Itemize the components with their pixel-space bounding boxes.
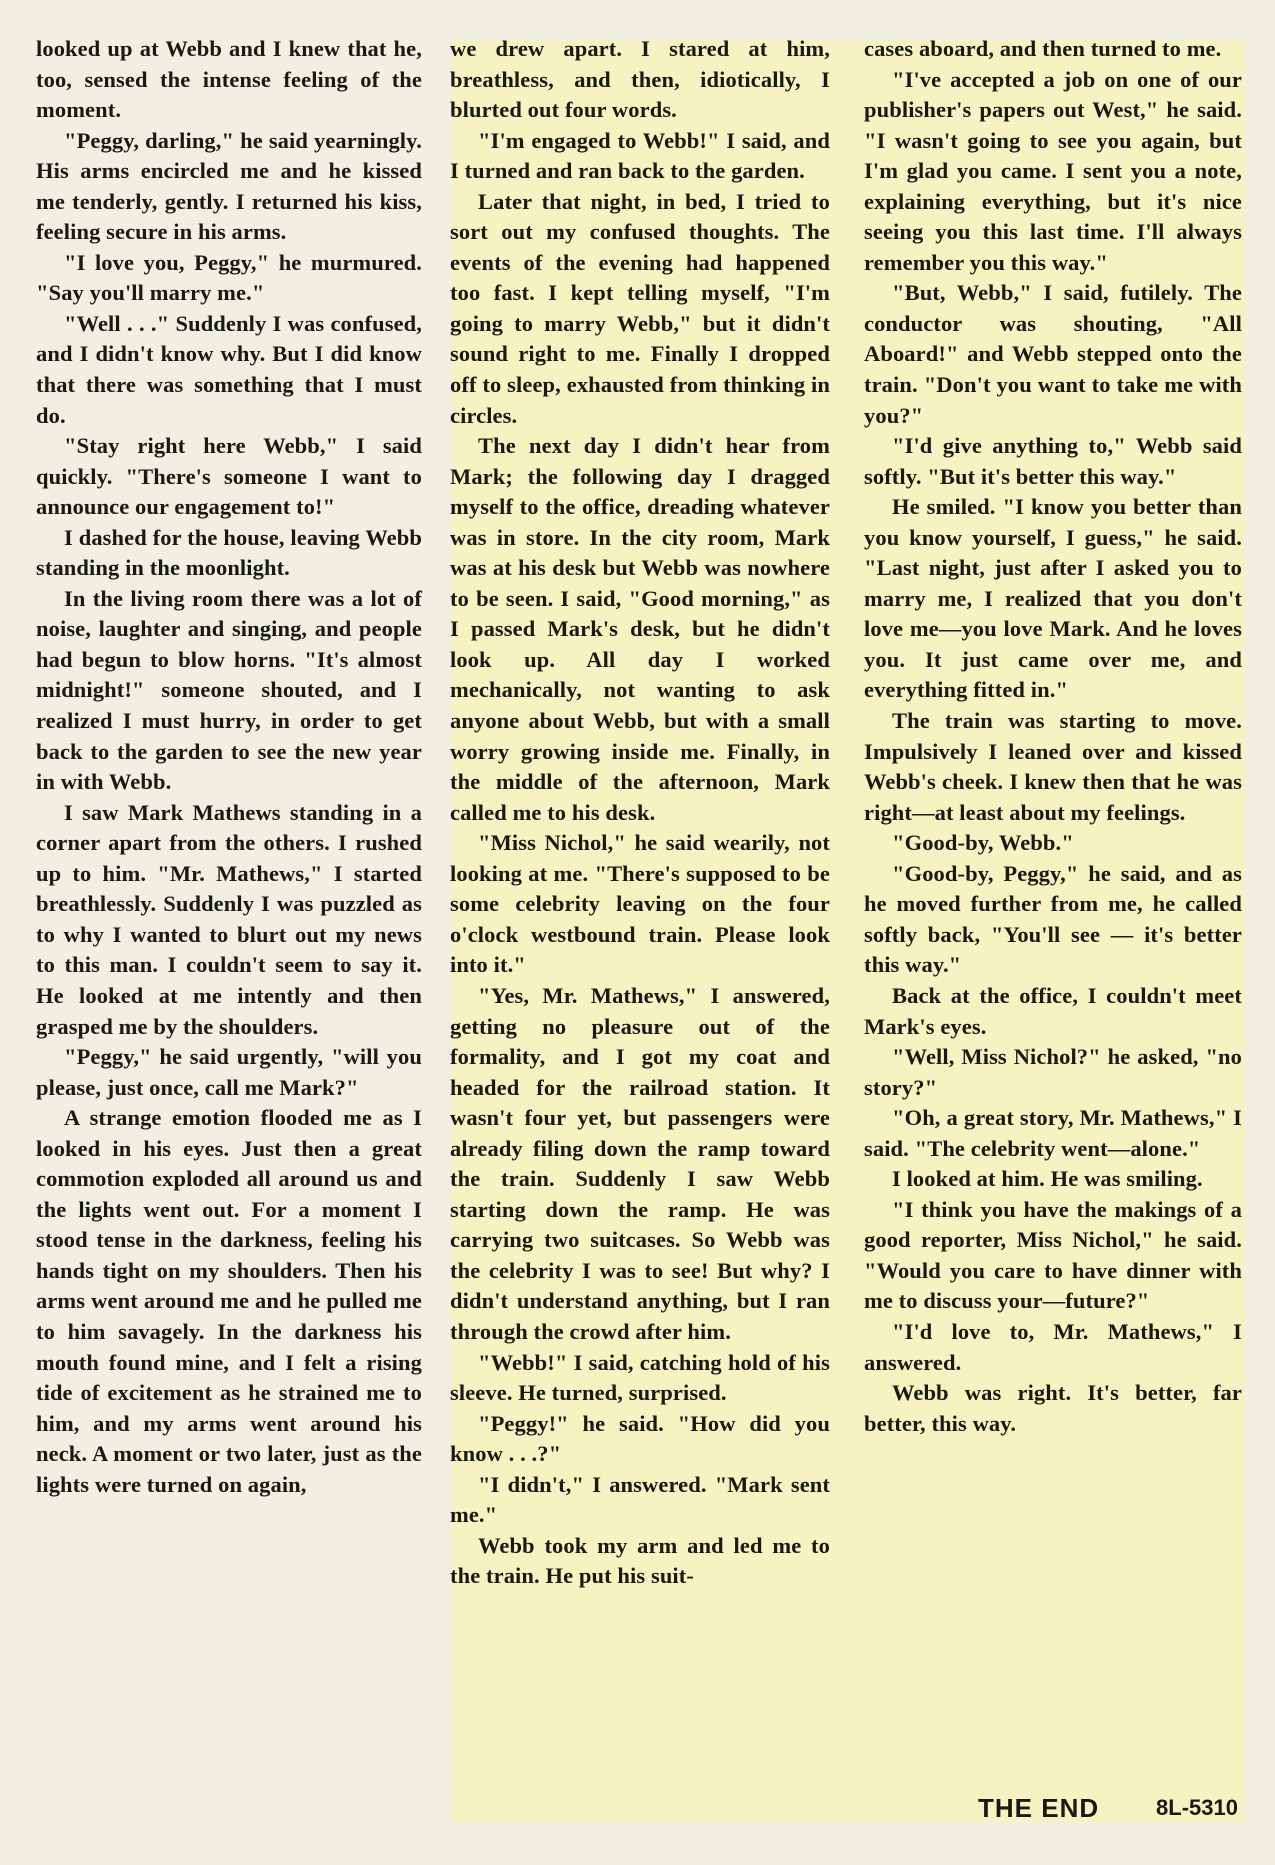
paragraph: Webb was right. It's better, far better, this way. [864, 1380, 1242, 1436]
story-column-1 [36, 34, 422, 1500]
paragraph: A strange emotion flooded me as I looked in his eyes. Just then a great commotion exploded all around us and the lights went out. For a moment I stood tense in the darkness, feeling his hands tight on my shoulders. Then his arms went around me and he pulled me to him savagely. In the darkness his mouth found mine, and I felt a rising tide of excitement as he strained me to him, and my arms went around his neck. A moment or two later, just as the lights were turned on again, [36, 1105, 422, 1497]
paragraph: "I've accepted a job on one of our publisher's papers out West," he said. "I wasn't going to see you again, but I'm glad you came. I sent you a note, explaining everything, but it's nice seeing you this last time. I'll always remember you this way." [864, 66, 1242, 275]
paragraph: Webb took my arm and led me to the train. He put his suit- [450, 1532, 830, 1589]
paragraph: The train was starting to move. Impulsively I leaned over and kissed Webb's cheek. I knew then that he was right—at least about my feelings. [864, 708, 1242, 825]
paragraph: "Good-by, Webb." [892, 830, 1074, 856]
paragraph: cases aboard, and then turned to me. [864, 36, 1222, 61]
paragraph: The next day I didn't hear from Mark; the following day I dragged myself to the office, dreading whatever was in store. In the city room, Mark was at his desk but Webb was nowhere to be seen. I said, "Good morning," as I passed Mark's desk, but he didn't look up. All day I worked mechanically, not wanting to ask anyone about Webb, but with a small worry growing inside me. Finally, in the middle of the afternoon, Mark called me to his desk. [450, 433, 830, 825]
paragraph: "But, Webb," I said, futilely. The conductor was shouting, "All Aboard!" and Webb stepped onto the train. "Don't you want to take me with you?" [864, 280, 1242, 428]
story-column-3 [864, 34, 1242, 1439]
paragraph: "Peggy," he said urgently, "will you please, just once, call me Mark?" [36, 1044, 422, 1100]
paragraph: I saw Mark Mathews standing in a corner apart from the others. I rushed up to him. "Mr. Mathews," I started breathlessly. Suddenly I was puzzled as to why I wanted to blurt out my news to this man. I couldn't seem to say it. He looked at me intently and then grasped me by the shoulders. [36, 799, 422, 1039]
paragraph: "Oh, a great story, Mr. Mathews," I said. "The celebrity went—alone." [864, 1105, 1242, 1161]
paragraph: In the living room there was a lot of noise, laughter and singing, and people had begun to blow horns. "It's almost midnight!" someone shouted, and I realized I must hurry, in order to get back to the garden to see the new year in with Webb. [36, 585, 422, 795]
paragraph: "Webb!" I said, catching hold of his sleeve. He turned, surprised. [450, 1349, 830, 1406]
paragraph: "I'm engaged to Webb!" I said, and I turned and ran back to the garden. [450, 127, 830, 184]
paragraph: "Well . . ." Suddenly I was confused, and I didn't know why. But I did know that there was something that I must do. [36, 310, 422, 428]
paragraph: we drew apart. I stared at him, breathless, and then, idiotically, I blurted out four words. [450, 36, 830, 123]
page-code: 8L-5310 [1156, 1795, 1238, 1820]
paragraph: "I didn't," I answered. "Mark sent me." [450, 1471, 830, 1528]
end-line [978, 1788, 1240, 1828]
paragraph: "I'd give anything to," Webb said softly. "But it's better this way." [864, 433, 1242, 489]
paragraph: He smiled. "I know you better than you know yourself, I guess," he said. "Last night, just after I asked you to marry me, I realized that you don't love me—you love Mark. And he loves you. It just came over me, and everything fitted in." [864, 494, 1242, 703]
paragraph: "I'd love to, Mr. Mathews," I answered. [864, 1318, 1242, 1375]
paragraph: "Miss Nichol," he said wearily, not looking at me. "There's supposed to be some celebrity leaving on the four o'clock westbound train. Please look into it." [450, 830, 830, 978]
paragraph: Back at the office, I couldn't meet Mark's eyes. [864, 982, 1242, 1039]
the-end-label: THE END [978, 1793, 1100, 1823]
story-column-2 [450, 34, 830, 1592]
paragraph: "Yes, Mr. Mathews," I answered, getting no pleasure out of the formality, and I got my coat and headed for the railroad station. It wasn't four yet, but passengers were already filing down the ramp toward the train. Suddenly I saw Webb starting down the ramp. He was carrying two suitcases. So Webb was the celebrity I was to see! But why? I didn't understand anything, but I ran through the crowd after him. [450, 982, 830, 1344]
paragraph: "Well, Miss Nichol?" he asked, "no story?" [864, 1044, 1242, 1100]
paragraph: "Good-by, Peggy," he said, and as he moved further from me, he called softly back, "You'll see — it's better this way." [864, 860, 1242, 978]
paragraph: I looked at him. He was smiling. [892, 1166, 1203, 1192]
paragraph: "I love you, Peggy," he murmured. "Say you'll marry me." [36, 249, 422, 306]
paragraph: I dashed for the house, leaving Webb standing in the moonlight. [36, 524, 422, 581]
paragraph: looked up at Webb and I knew that he, too, sensed the intense feeling of the moment. [36, 36, 422, 123]
paragraph: Later that night, in bed, I tried to sort out my confused thoughts. The events of the evening had happened too fast. I kept telling myself, "I'm going to marry Webb," but it didn't sound right to me. Finally I dropped off to sleep, exhausted from thinking in circles. [450, 188, 830, 428]
paragraph: "Peggy!" he said. "How did you know . . .?" [450, 1410, 830, 1467]
paragraph: "I think you have the makings of a good reporter, Miss Nichol," he said. "Would you care to have dinner with me to discuss your—future?" [864, 1196, 1242, 1314]
paragraph: "Stay right here Webb," I said quickly. "There's someone I want to announce our engagement to!" [36, 433, 422, 520]
paragraph: "Peggy, darling," he said yearningly. His arms encircled me and he kissed me tenderly, gently. I returned his kiss, feeling secure in his arms. [36, 127, 422, 245]
